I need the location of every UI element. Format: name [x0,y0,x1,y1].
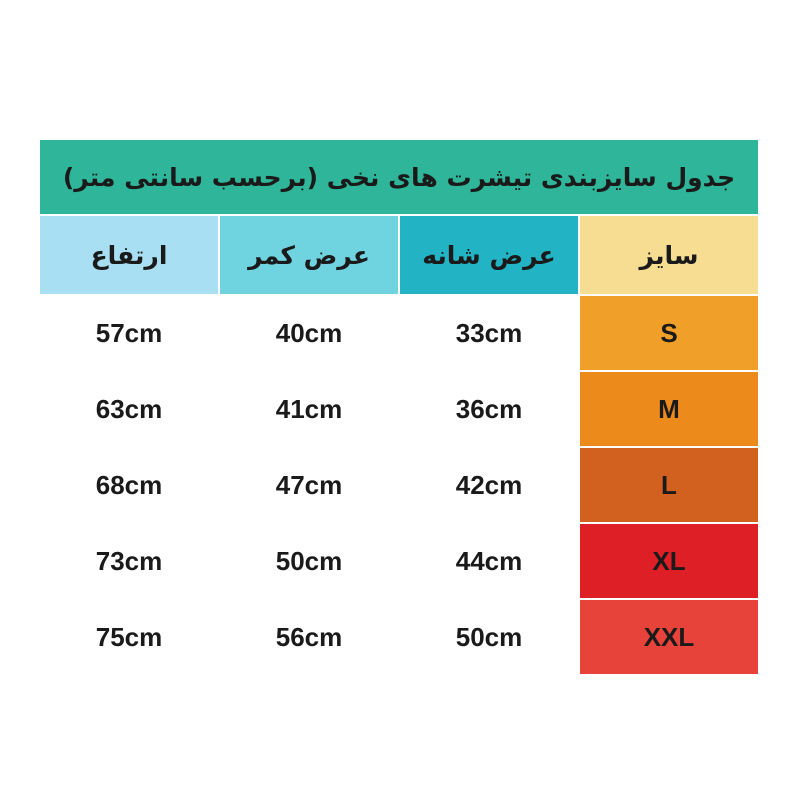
cell-waist: 50cm [219,523,399,599]
table-row [39,599,759,675]
cell-waist: 40cm [219,295,399,371]
cell-size: L [579,447,759,523]
cell-height: 68cm [39,447,219,523]
column-header-waist-width: عرض کمر [219,215,399,295]
table-row [39,295,759,371]
table-row [39,523,759,599]
cell-size: S [579,295,759,371]
cell-shoulder: 33cm [399,295,579,371]
table-row [39,447,759,523]
cell-shoulder: 42cm [399,447,579,523]
cell-shoulder: 44cm [399,523,579,599]
table-header-row [39,215,759,295]
cell-height: 75cm [39,599,219,675]
cell-height: 63cm [39,371,219,447]
size-chart-container [40,138,760,676]
table-row [39,371,759,447]
cell-height: 57cm [39,295,219,371]
column-header-size: سایز [579,215,759,295]
cell-height: 73cm [39,523,219,599]
cell-size: M [579,371,759,447]
cell-waist: 47cm [219,447,399,523]
column-header-shoulder-width: عرض شانه [399,215,579,295]
cell-shoulder: 36cm [399,371,579,447]
cell-shoulder: 50cm [399,599,579,675]
size-chart-table [38,138,760,676]
page-title: جدول سایزبندی تیشرت های نخی (برحسب سانتی متر) [39,139,759,215]
cell-size: XXL [579,599,759,675]
table-title-row [39,139,759,215]
column-header-height: ارتفاع [39,215,219,295]
cell-waist: 41cm [219,371,399,447]
cell-waist: 56cm [219,599,399,675]
cell-size: XL [579,523,759,599]
